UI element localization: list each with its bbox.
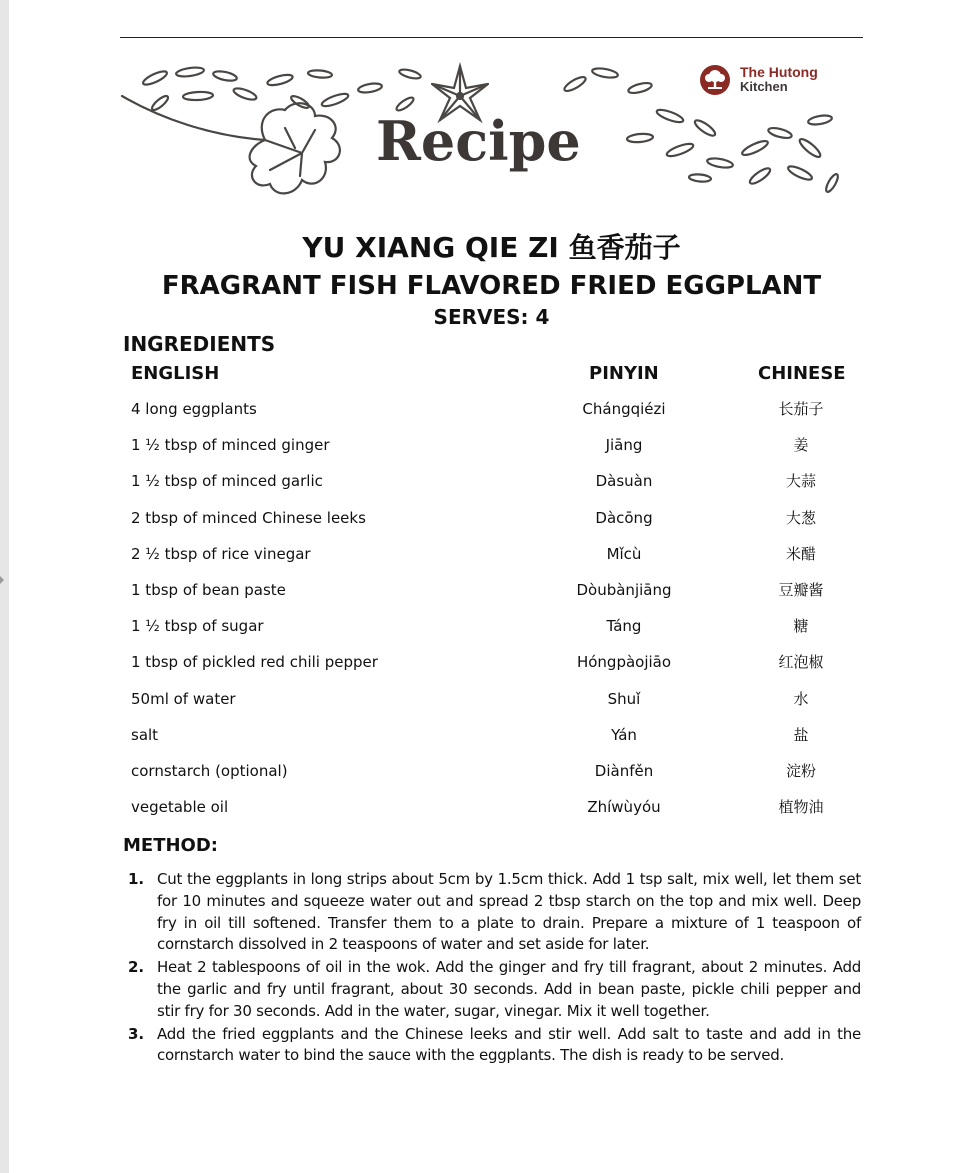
ingredient-english: 1 ½ tbsp of minced garlic — [131, 472, 323, 491]
ingredient-english: 1 ½ tbsp of minced ginger — [131, 436, 330, 455]
ingredient-english: 2 tbsp of minced Chinese leeks — [131, 508, 366, 527]
step-number: 1. — [128, 870, 145, 888]
ingredient-pinyin: Chángqiézi — [582, 400, 666, 418]
ingredient-pinyin: Táng — [606, 617, 642, 636]
ingredient-chinese: 长茄子 — [778, 400, 824, 418]
ingredient-chinese: 水 — [793, 689, 809, 708]
step-number: 2. — [128, 958, 145, 977]
ingredient-chinese: 大蒜 — [785, 472, 816, 491]
ingredient-row — [120, 788, 863, 824]
method-steps — [128, 869, 861, 1068]
column-header-chinese: CHINESE — [758, 363, 846, 384]
brand-subtitle: Kitchen — [740, 79, 788, 94]
ingredient-pinyin: Zhíwùyóu — [587, 798, 661, 817]
ingredient-english: 1 tbsp of pickled red chili pepper — [131, 653, 378, 672]
ingredient-pinyin: Hóngpàojiāo — [576, 653, 672, 672]
serves-count: SERVES: 4 — [433, 305, 550, 329]
ingredient-pinyin: Diànfěn — [594, 761, 654, 780]
step-number: 3. — [128, 1024, 145, 1043]
ingredient-english: 50ml of water — [131, 689, 236, 708]
ingredient-row — [120, 426, 863, 462]
ingredient-english: 1 tbsp of bean paste — [131, 580, 286, 599]
ingredient-english: cornstarch (optional) — [131, 761, 288, 780]
ingredient-english: 2 ½ tbsp of rice vinegar — [131, 544, 311, 563]
column-header-english: ENGLISH — [131, 363, 220, 384]
method-step — [128, 957, 861, 1022]
ingredient-row — [120, 462, 863, 498]
ingredient-chinese: 糖 — [793, 617, 809, 636]
ingredient-pinyin: Yán — [611, 725, 637, 744]
step-text: Add the fried eggplants and the Chinese leeks and stir well. Add salt to taste and add in the cornstarch water to bind the sauce with the eggplants. The dish is ready to be served. — [157, 1024, 861, 1065]
ingredient-pinyin: Dàcōng — [595, 508, 653, 527]
ingredient-chinese: 盐 — [793, 725, 809, 744]
ingredient-pinyin: Dàsuàn — [595, 472, 653, 491]
left-gutter — [0, 0, 9, 1173]
ingredient-row — [120, 643, 863, 679]
brand-logo — [700, 64, 850, 96]
ingredient-row — [120, 607, 863, 643]
ingredient-chinese: 豆瓣酱 — [778, 580, 824, 599]
ingredient-chinese: 红泡椒 — [778, 653, 824, 672]
ingredient-english: 1 ½ tbsp of sugar — [131, 617, 264, 636]
recipe-title-chinese: YU XIANG QIE ZI 鱼香茄子 — [302, 231, 681, 264]
method-step — [128, 869, 861, 956]
brand-name: The Hutong — [740, 64, 818, 80]
ingredient-pinyin: Mǐcù — [606, 544, 642, 563]
recipe-banner-title: Recipe — [376, 109, 581, 173]
ingredient-chinese: 姜 — [793, 436, 809, 455]
method-heading: METHOD: — [123, 835, 218, 856]
ingredient-row — [120, 499, 863, 535]
ingredient-chinese: 大葱 — [785, 508, 816, 527]
ingredient-row — [120, 535, 863, 571]
gutter-arrow-icon — [0, 576, 5, 584]
ingredient-row — [120, 390, 863, 426]
ingredients-heading: INGREDIENTS — [123, 332, 276, 356]
ingredient-english: salt — [131, 725, 159, 744]
ingredient-pinyin: Shuǐ — [607, 689, 641, 708]
ingredient-english: 4 long eggplants — [131, 400, 257, 418]
step-text: Cut the eggplants in long strips about 5cm by 1.5cm thick. Add 1 tsp salt, mix well, let them set for 10 minutes and squeeze water out and spread 2 tbsp starch on the top and mix well. Deep fry in oil till softened. Transfer them to a plate to drain. Prepare a mixture of 1 teaspoon of cornstarch dissolved in 2 teaspoons of water and set aside for later. — [157, 870, 861, 954]
ingredient-row — [120, 680, 863, 716]
method-step — [128, 1024, 861, 1068]
ingredient-pinyin: Jiāng — [605, 436, 643, 455]
ingredient-row — [120, 716, 863, 752]
ingredient-chinese: 植物油 — [778, 798, 824, 817]
ingredient-chinese: 淀粉 — [785, 761, 816, 780]
ingredient-english: vegetable oil — [131, 798, 229, 817]
recipe-title-english: FRAGRANT FISH FLAVORED FRIED EGGPLANT — [161, 271, 822, 301]
column-header-pinyin: PINYIN — [589, 363, 659, 384]
tree-icon — [700, 65, 730, 95]
ingredient-row — [120, 571, 863, 607]
ingredient-chinese: 米醋 — [785, 544, 816, 563]
step-text: Heat 2 tablespoons of oil in the wok. Add the ginger and fry till fragrant, about 2 minutes. Add the garlic and fry until fragrant, about 30 seconds. Add in bean paste, pickle chili pepper and stir fry for 30 seconds. Add in the water, sugar, vinegar. Mix it well together. — [157, 958, 861, 1020]
ingredient-row — [120, 752, 863, 788]
top-rule — [120, 37, 863, 38]
ingredients-table — [120, 390, 863, 824]
ingredient-pinyin: Dòubànjiāng — [576, 580, 672, 599]
